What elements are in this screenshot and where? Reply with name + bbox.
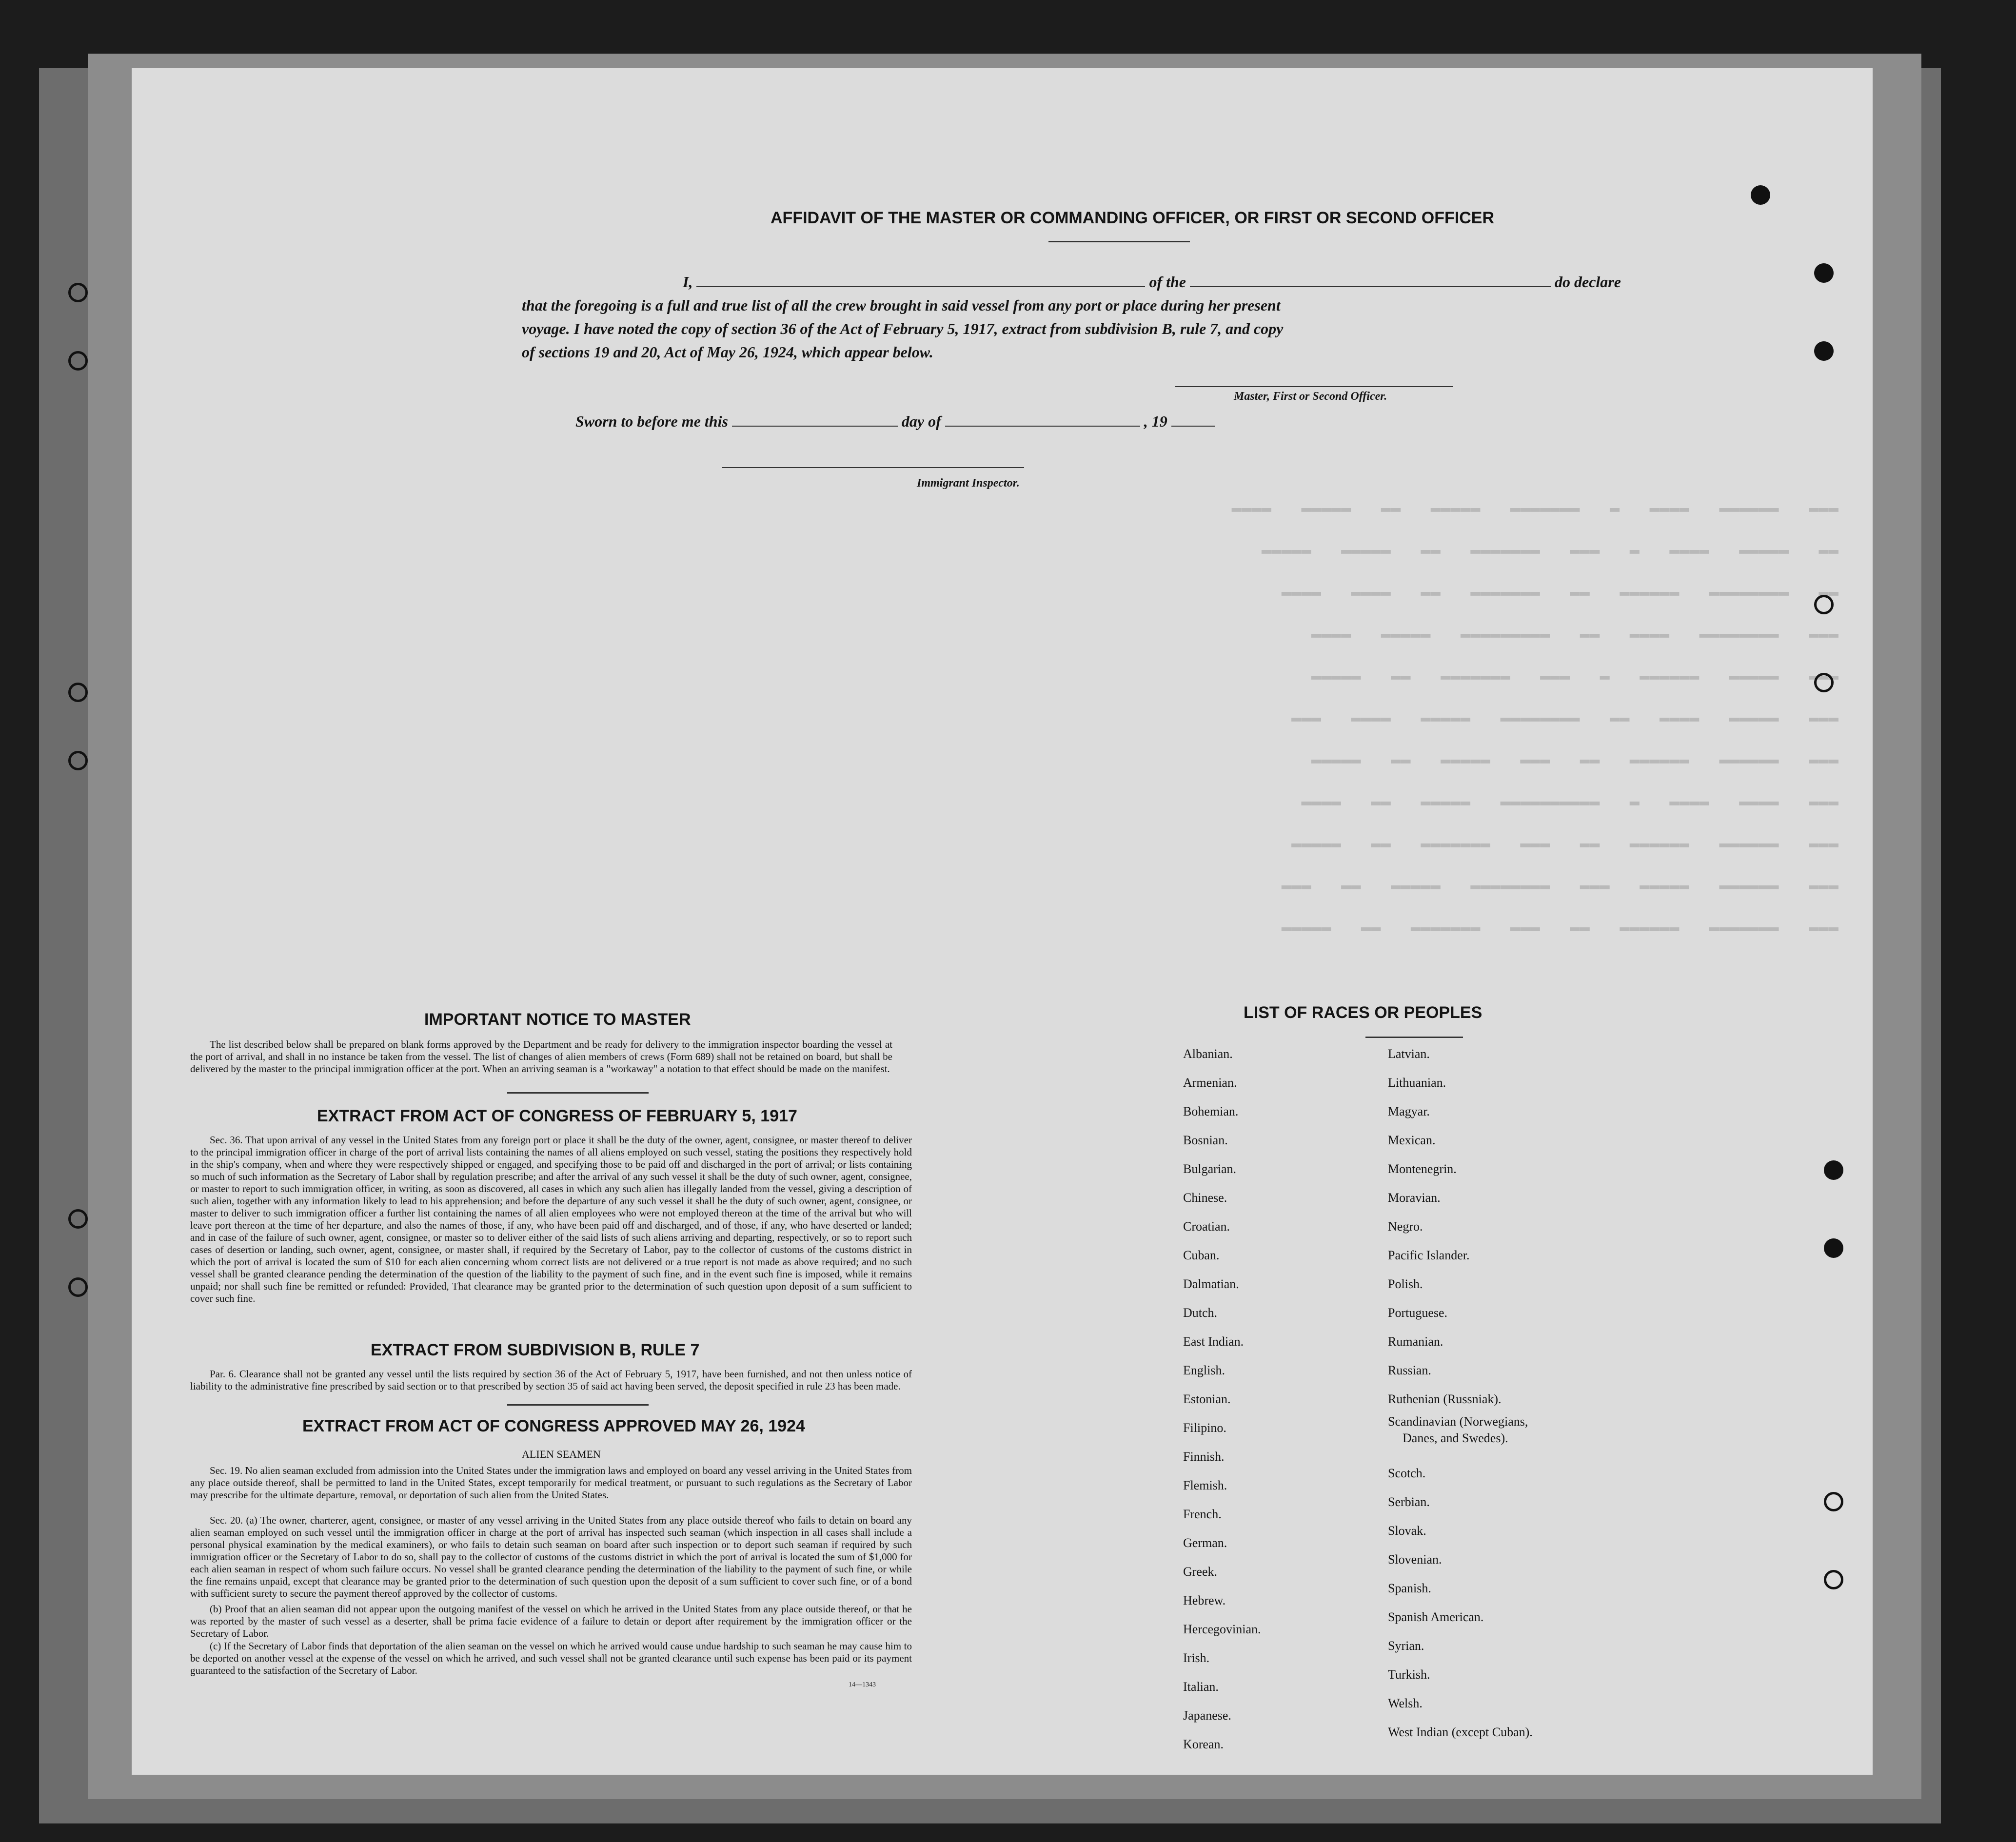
race-item: Portuguese. xyxy=(1388,1306,1448,1320)
binder-hole xyxy=(1824,1570,1843,1589)
race-item: German. xyxy=(1183,1536,1227,1550)
sworn-day-field[interactable] xyxy=(732,414,898,427)
race-item: Spanish American. xyxy=(1388,1610,1484,1624)
race-item: Korean. xyxy=(1183,1737,1224,1751)
race-item: Welsh. xyxy=(1388,1696,1423,1710)
divider xyxy=(1365,1037,1463,1038)
race-item: Moravian. xyxy=(1388,1191,1441,1205)
binder-hole xyxy=(1751,185,1770,205)
binder-hole xyxy=(1824,1492,1843,1511)
sworn-label: Sworn to before me this xyxy=(575,412,728,430)
extract-1924-title: EXTRACT FROM ACT OF CONGRESS APPROVED MAY 26, 1924 xyxy=(302,1417,805,1435)
sec-20b-text: (b) Proof that an alien seaman did not appear upon the outgoing manifest of the vessel on which he arrived in the United States from any place outside thereof, or that he was reported by the master of such vessel as a deserter, shall be prima facie evidence of a failure to detain or deport after requirement by the immigration officer or the Secretary of Labor. xyxy=(190,1603,912,1639)
race-item: Estonian. xyxy=(1183,1392,1231,1406)
bleed-through-texture: ▬▬▬ ▬▬▬▬▬▬ ▬▬▬▬ ▬ ▬▬▬▬▬▬▬ ▬▬▬▬▬ ▬▬ ▬▬▬▬▬ ▬▬▬▬ ▬▬ ▬▬▬▬▬ ▬▬▬▬ ▬ ▬▬▬ ▬▬▬▬▬▬▬ ▬▬ ▬▬▬▬▬ ▬▬▬▬▬ ▬▬ ▬▬▬▬▬▬▬▬ ▬▬▬▬▬▬ ▬▬ ▬▬▬▬▬▬▬ ▬▬ ▬▬▬▬ ▬▬▬▬ ▬▬▬ ▬▬▬▬▬▬▬▬ ▬▬▬▬ ▬▬ ▬▬▬▬▬▬▬▬▬ ▬▬▬▬▬ ▬▬▬▬ ▬▬▬ ▬▬▬▬▬ ▬▬▬▬▬▬ ▬ ▬▬▬ ▬▬▬▬▬▬▬ ▬▬ ▬▬▬▬▬ ▬▬▬ ▬▬▬▬▬ ▬▬▬▬ ▬▬ ▬▬▬▬▬▬▬▬ ▬▬▬▬▬ ▬▬▬▬ ▬▬▬ ▬▬▬ ▬▬▬▬▬▬ ▬▬▬▬▬▬ ▬▬ ▬▬▬ ▬▬▬▬▬ ▬▬ ▬▬▬▬▬ ▬▬▬ ▬▬▬▬ ▬▬▬▬ ▬ ▬▬▬▬▬▬▬▬▬▬ ▬▬▬▬▬ ▬▬ ▬▬▬▬ ▬▬▬ ▬▬▬▬▬▬ ▬▬▬▬▬▬ ▬▬ ▬▬▬ ▬▬▬▬▬▬▬ ▬▬ ▬▬▬▬▬ ▬▬▬ ▬▬▬▬▬▬ ▬▬▬▬▬ ▬▬▬ ▬▬▬▬▬▬▬▬ ▬▬▬▬▬ ▬▬ ▬▬▬ ▬▬▬ ▬▬▬▬▬▬▬ ▬▬▬▬▬▬ ▬▬ ▬▬▬ ▬▬▬▬▬▬▬ ▬▬ ▬▬▬▬▬ xyxy=(1231,499,1838,937)
race-item: Syrian. xyxy=(1388,1639,1424,1653)
sworn-year-field[interactable] xyxy=(1171,414,1215,427)
inspector-signature-line[interactable] xyxy=(722,467,1024,468)
race-item: Japanese. xyxy=(1183,1708,1231,1723)
notice-text: The list described below shall be prepared on blank forms approved by the Department and be ready for delivery to the immigration inspector boarding the vessel at the port of arrival, and shall in no instance be taken from the vessel. The list of changes of alien members of crews (Form 689) shall not be retained on board, but shall be delivered by the master to the principal immigration officer at the port. When an arriving seaman is a "workaway" a notation to that effect should be made on the manifest. xyxy=(190,1039,892,1075)
extract-1917-text: Sec. 36. That upon arrival of any vessel in the United States from any foreign port or place it shall be the duty of the owner, agent, consignee, or master thereof to deliver to the principal immigration officer in charge of the port of arrival lists containing the names of all aliens employed on such vessel, stating the positions they respectively hold in the ship's company, when and where they were respectively shipped or engaged, and specifying those to be paid off and discharged in the port of arrival; or lists containing so much of such information as the Secretary of Labor shall by regulation prescribe; and after the arrival of any such vessel it shall be the duty of such owner, agent, consignee, or master to report to such immigration officer, in writing, as soon as discovered, all cases in which any such alien has illegally landed from the vessel, giving a description of such alien, together with any information likely to lead to his apprehension; and before the departure of any such vessel it shall be the duty of such owner, agent, consignee, or master to deliver to such immigration officer a further list containing the names of all alien employees who were not employed thereon at the time of the arrival but who will leave port thereon at the time of her departure, and also the names of those, if any, who have been paid off and discharged, and of those, if any, who have deserted or landed; and in case of the failure of such owner, agent, consignee, or master so to deliver either of the said lists of such aliens arriving and departing, respectively, or so to report such cases of desertion or landing, such owner, agent, consignee, or master shall, if required by the Secretary of Labor, pay to the collector of customs of the customs district in which the port of arrival is located the sum of $10 for each alien concerning whom correct lists are not delivered or a true report is not made as above required; and no such vessel shall be granted clearance pending the determination of the question of the liability to the payment of such fine, and in the event such fine is imposed, while it remains unpaid; nor shall such fine be remitted or refunded: Provided, That clearance may be granted prior to the determination of such question upon deposit of a sum sufficient to cover such fine. xyxy=(190,1134,912,1304)
race-item: English. xyxy=(1183,1363,1225,1377)
document-page xyxy=(132,68,1873,1775)
race-item: Pacific Islander. xyxy=(1388,1248,1470,1262)
binder-hole xyxy=(1824,1160,1843,1180)
divider xyxy=(1048,241,1190,242)
race-item: Filipino. xyxy=(1183,1421,1226,1435)
race-item: Flemish. xyxy=(1183,1478,1227,1492)
binder-hole xyxy=(1814,595,1834,614)
race-item: Albanian. xyxy=(1183,1047,1233,1061)
of-the-label: of the xyxy=(1149,273,1186,291)
binder-hole xyxy=(68,1209,88,1229)
notice-title: IMPORTANT NOTICE TO MASTER xyxy=(424,1010,691,1029)
race-item: Scotch. xyxy=(1388,1466,1426,1480)
race-item: Serbian. xyxy=(1388,1495,1430,1509)
affidavit-line3: voyage. I have noted the copy of section 36 of the Act of February 5, 1917, extract from subdivision B, rule 7, and copy xyxy=(522,320,1284,337)
binder-hole xyxy=(1814,263,1834,283)
divider xyxy=(507,1404,649,1406)
race-item: Dutch. xyxy=(1183,1306,1218,1320)
rule-7-text: Par. 6. Clearance shall not be granted any vessel until the lists required by section 36 of the Act of February 5, 1917, have been furnished, and not then unless notice of liability to the administrative fine prescribed by said section or to that prescribed by section 35 of said act having been served, the deposit specified in rule 23 has been made. xyxy=(190,1368,912,1392)
binder-hole xyxy=(1824,1238,1843,1258)
races-column-1 xyxy=(1183,1039,1261,1759)
form-number: 14—1343 xyxy=(849,1681,876,1688)
race-item: French. xyxy=(1183,1507,1222,1521)
races-title: LIST OF RACES OR PEOPLES xyxy=(1244,1003,1482,1022)
rule-7-title: EXTRACT FROM SUBDIVISION B, RULE 7 xyxy=(371,1341,700,1359)
race-item: Polish. xyxy=(1388,1277,1423,1291)
race-item: Irish. xyxy=(1183,1651,1210,1665)
race-item: Slovak. xyxy=(1388,1524,1426,1538)
divider xyxy=(507,1092,649,1094)
binder-hole xyxy=(1814,341,1834,361)
affidavit-line4: of sections 19 and 20, Act of May 26, 1924, which appear below. xyxy=(522,343,933,361)
do-declare-label: do declare xyxy=(1555,273,1621,291)
race-item: East Indian. xyxy=(1183,1334,1244,1349)
race-item: Croatian. xyxy=(1183,1219,1230,1234)
year-label: , 19 xyxy=(1144,412,1167,430)
race-item: Dalmatian. xyxy=(1183,1277,1239,1291)
race-item: Bulgarian. xyxy=(1183,1162,1237,1176)
sworn-month-field[interactable] xyxy=(945,414,1140,427)
race-item: Bohemian. xyxy=(1183,1104,1239,1118)
vessel-name-field[interactable] xyxy=(1190,274,1551,287)
race-item: Scandinavian (Norwegians, xyxy=(1388,1414,1528,1429)
binder-hole xyxy=(68,1277,88,1297)
race-item: Cuban. xyxy=(1183,1248,1220,1262)
affidavit-line1 xyxy=(683,273,1621,291)
binder-hole xyxy=(68,283,88,302)
sec-19-text: Sec. 19. No alien seaman excluded from admission into the United States under the immigration laws and employed on board any vessel arriving in the United States from any place outside thereof, shall be permitted to land in the United States, except temporarily for medical treatment, or pursuant to such regulations as the Secretary of Labor may prescribe for the ultimate departure, removal, or deportation of such alien from the United States. xyxy=(190,1465,912,1501)
race-item: Italian. xyxy=(1183,1680,1219,1694)
binder-hole xyxy=(68,683,88,702)
race-item: Slovenian. xyxy=(1388,1552,1442,1567)
race-item: Ruthenian (Russniak). xyxy=(1388,1392,1502,1406)
race-item: Hercegovinian. xyxy=(1183,1622,1261,1636)
races-column-2 xyxy=(1388,1039,1533,1746)
race-item: Armenian. xyxy=(1183,1076,1237,1090)
alien-seamen-subtitle: ALIEN SEAMEN xyxy=(522,1448,601,1460)
race-item: Rumanian. xyxy=(1388,1334,1443,1349)
inspector-label: Immigrant Inspector. xyxy=(917,477,1020,490)
race-item: Magyar. xyxy=(1388,1104,1430,1118)
binder-hole xyxy=(1814,673,1834,692)
sec-20c-text: (c) If the Secretary of Labor finds that deportation of the alien seaman on the vessel on which he arrived would cause undue hardship to such seaman he may cause him to be deported on another vessel at the expense of the vessel on which he arrived, and such vessel shall not be granted clearance until such expense has been paid or its payment guaranteed to the satisfaction of the Secretary of Labor. xyxy=(190,1640,912,1676)
extract-1917-title: EXTRACT FROM ACT OF CONGRESS OF FEBRUARY 5, 1917 xyxy=(317,1107,797,1125)
affidavit-line2: that the foregoing is a full and true list of all the crew brought in said vessel from any port or place during her present xyxy=(522,296,1281,314)
race-item: Chinese. xyxy=(1183,1191,1227,1205)
race-item: Lithuanian. xyxy=(1388,1076,1446,1090)
sworn-line xyxy=(575,412,1215,431)
master-signature-line[interactable] xyxy=(1175,386,1453,387)
binder-hole xyxy=(68,751,88,770)
race-item: Turkish. xyxy=(1388,1667,1430,1682)
race-item: Finnish. xyxy=(1183,1450,1225,1464)
declarant-label: I, xyxy=(683,273,693,291)
race-item: Danes, and Swedes). xyxy=(1403,1431,1508,1445)
race-item: Hebrew. xyxy=(1183,1593,1226,1607)
race-item: Spanish. xyxy=(1388,1581,1431,1595)
race-item: Mexican. xyxy=(1388,1133,1436,1147)
day-of-label: day of xyxy=(901,412,941,430)
race-item: Bosnian. xyxy=(1183,1133,1228,1147)
affidavit-title: AFFIDAVIT OF THE MASTER OR COMMANDING OFFICER, OR FIRST OR SECOND OFFICER xyxy=(771,209,1494,227)
race-item: Montenegrin. xyxy=(1388,1162,1457,1176)
race-item: Greek. xyxy=(1183,1565,1218,1579)
race-item: Russian. xyxy=(1388,1363,1431,1377)
declarant-name-field[interactable] xyxy=(696,274,1145,287)
sec-20a-text: Sec. 20. (a) The owner, charterer, agent, consignee, or master of any vessel arriving in the United States from any place outside thereof who fails to detain on board any alien seaman employed on such vessel until the immigration officer in charge at the port of arrival has inspected such seaman (which inspection in all cases shall include a personal physical examination by the medical examiners), or who fails to detain such seaman on board after such inspection or to deport such seaman if required by such immigration officer or the Secretary of Labor to do so, shall pay to the collector of customs of the customs district in which the port of arrival is located the sum of $1,000 for each alien seaman in respect of whom such failure occurs. No vessel shall be granted clearance pending the determination of the liability to the payment of such fine, or while the fine remains unpaid, except that clearance may be granted prior to the determination of such question upon the deposit of a sum sufficient to cover such fine, or of a bond with sufficient surety to secure the payment thereof approved by the collector of customs. xyxy=(190,1514,912,1599)
race-item: West Indian (except Cuban). xyxy=(1388,1725,1533,1739)
race-item: Negro. xyxy=(1388,1219,1423,1234)
binder-hole xyxy=(68,351,88,371)
master-label: Master, First or Second Officer. xyxy=(1234,390,1387,403)
race-item: Latvian. xyxy=(1388,1047,1430,1061)
